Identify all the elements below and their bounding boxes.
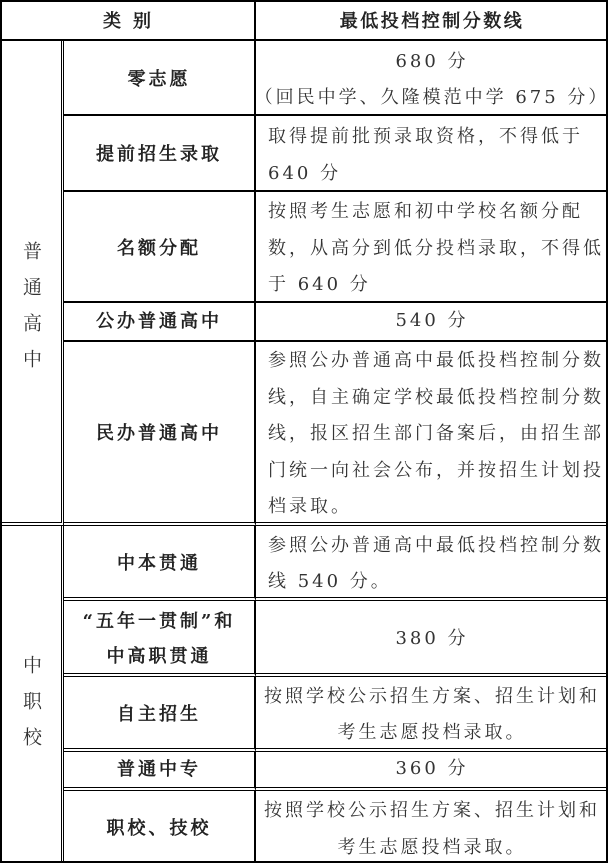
score-line: 线，报区招生部门备案后，由招生部 <box>268 416 604 453</box>
row-label: 公办普通高中 <box>96 304 222 339</box>
row-label: 民办普通高中 <box>96 416 222 451</box>
group-regular-high-school <box>0 41 64 526</box>
row-label: 普通中专 <box>117 752 201 787</box>
score-line: 540 分 <box>395 303 468 340</box>
score-line: 640 分 <box>268 156 341 193</box>
score-line: 参照公办普通高中最低投档控制分数 <box>268 343 604 380</box>
row-label-cell <box>64 342 256 526</box>
score-line: （回民中学、久隆模范中学 675 分） <box>255 80 610 117</box>
header-score-label: 最低投档控制分数线 <box>340 7 525 33</box>
row-score-cell <box>256 41 608 116</box>
row-label-cell <box>64 601 256 677</box>
group-label: 普通高中 <box>21 241 40 385</box>
row-score-cell <box>256 526 608 601</box>
row-score-cell <box>256 601 608 677</box>
score-line: 380 分 <box>395 621 468 658</box>
row-score-cell <box>256 342 608 526</box>
row-label: 中高职贯通 <box>107 639 212 674</box>
score-line: 680 分 <box>395 44 468 81</box>
row-score-cell <box>256 192 608 303</box>
row-label-cell <box>64 116 256 192</box>
score-line: 360 分 <box>395 751 468 788</box>
row-label-cell <box>64 677 256 752</box>
row-label: 名额分配 <box>117 231 201 266</box>
header-category-cell <box>0 0 256 41</box>
row-label-cell <box>64 791 256 863</box>
score-line: 考生志愿投档录取。 <box>338 830 527 866</box>
row-score-cell <box>256 116 608 192</box>
score-line: 按照学校公示招生方案、招生计划和 <box>264 793 600 830</box>
row-label: 中本贯通 <box>117 546 201 581</box>
score-line: 参照公办普通高中最低投档控制分数 <box>268 528 604 565</box>
row-label-cell <box>64 752 256 791</box>
row-score-cell <box>256 303 608 342</box>
header-score-cell <box>256 0 608 41</box>
score-line: 数，从高分到低分投档录取，不得低 <box>268 231 604 268</box>
row-score-cell <box>256 791 608 863</box>
row-label: 提前招生录取 <box>96 137 222 172</box>
row-label: “五年一贯制”和 <box>83 604 236 639</box>
score-line: 取得提前批预录取资格，不得低于 <box>268 119 583 156</box>
score-line: 于 640 分 <box>268 267 371 304</box>
row-label-cell <box>64 526 256 601</box>
row-score-cell <box>256 752 608 791</box>
group-label: 中职校 <box>21 655 40 763</box>
group-vocational-school <box>0 526 64 863</box>
header-category-label: 类别 <box>103 7 163 33</box>
row-label-cell <box>64 303 256 342</box>
row-label: 职校、技校 <box>107 811 212 846</box>
score-line: 按照考生志愿和初中学校名额分配 <box>268 194 583 231</box>
row-score-cell <box>256 677 608 752</box>
score-line: 线 540 分。 <box>268 564 392 601</box>
score-line: 按照学校公示招生方案、招生计划和 <box>264 679 600 716</box>
score-line: 线，自主确定学校最低投档控制分数 <box>268 380 604 417</box>
row-label-cell <box>64 192 256 303</box>
score-line: 考生志愿投档录取。 <box>338 715 527 752</box>
score-line: 门统一向社会公布，并按招生计划投 <box>268 453 604 490</box>
row-label-cell <box>64 41 256 116</box>
row-label: 零志愿 <box>128 62 191 97</box>
row-label: 自主招生 <box>117 697 201 732</box>
score-line: 档录取。 <box>268 489 352 526</box>
